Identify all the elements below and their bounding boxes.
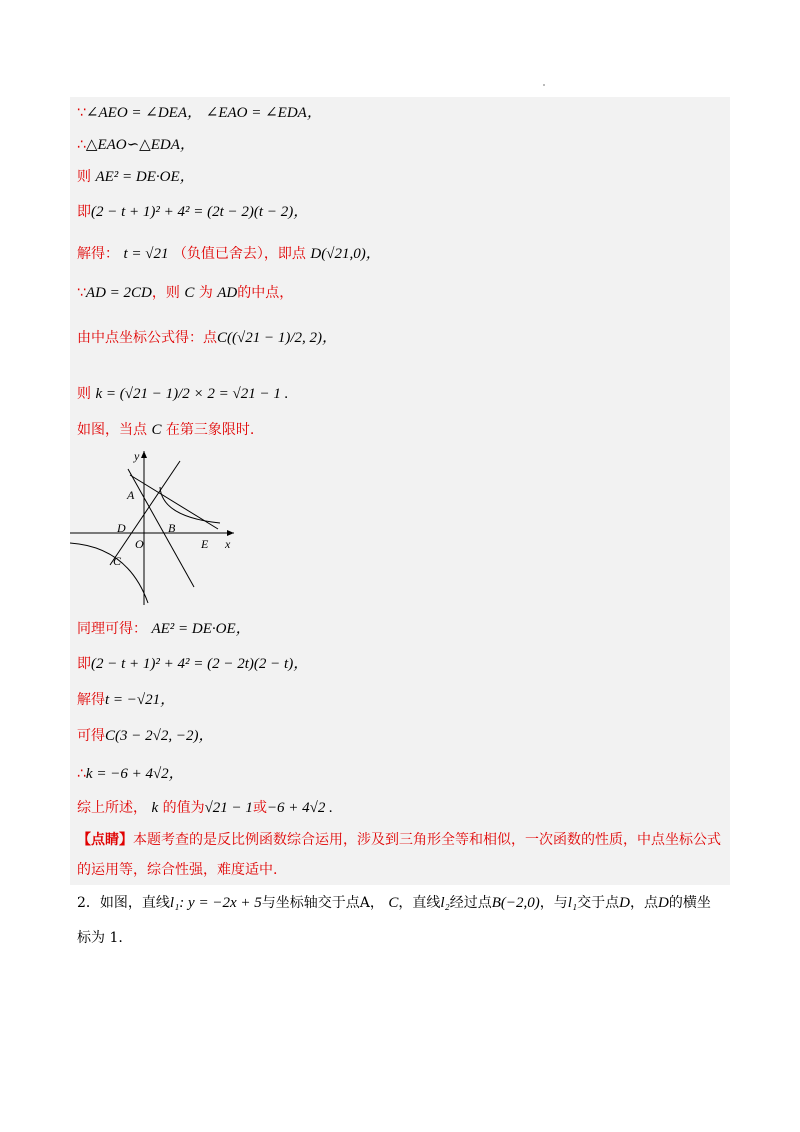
point-c-coords-2: C(3 − 2√2, −2)， [105, 728, 214, 744]
text-ze: 则 [77, 169, 91, 185]
ad-equals-2cd: AD = 2CD [85, 285, 152, 301]
point-c-coords: C((√21 − 1)/2, 2)， [217, 330, 338, 346]
point-a-label: A [127, 488, 135, 502]
q2-text-i: 的横坐 [668, 895, 711, 911]
solution-line-16 [77, 831, 721, 849]
solution-line-7 [77, 329, 337, 347]
point-d-label: D [117, 521, 126, 535]
y-axis-label: y [134, 449, 140, 463]
therefore-symbol-2: ∴ [77, 766, 86, 782]
text-ji-2: 即 [77, 656, 91, 672]
text-kede: 可得 [77, 728, 105, 744]
point-c-label-2: C [151, 422, 162, 438]
similar-triangles: △EAO∽△EDA， [85, 137, 195, 153]
text-ze-3: 则 [77, 386, 91, 402]
solution-line-17 [77, 861, 277, 879]
segment-ad: AD [217, 285, 238, 301]
solution-line-8 [77, 385, 288, 403]
x-axis-label: x [225, 537, 231, 551]
q2-text-d: ，直线 [398, 895, 441, 911]
comment-tag: 【点睛】 [77, 832, 133, 848]
point-c-fig-label: C [113, 554, 122, 568]
answer-2: −6 + 4√2 . [266, 800, 333, 816]
k-value-1: k = (√21 − 1)/2 × 2 = √21 − 1 . [95, 386, 289, 402]
equation-1: (2 − t + 1)² + 4² = (2t − 2)(t − 2)， [91, 204, 309, 220]
k-value-2: k = −6 + 4√2， [85, 766, 184, 782]
solution-line-13 [77, 727, 213, 745]
because-symbol: ∵ [77, 105, 86, 121]
ratio-equation: AE² = DE·OE， [95, 169, 195, 185]
q2-text-g: 交于点 [577, 895, 620, 911]
text-third-quadrant: 在第三象限时. [165, 422, 255, 438]
q2-text-h: ，点 [629, 895, 658, 911]
t-value-2: t = −√21， [105, 692, 176, 708]
negative-discarded-note: （负值已舍去），即点 [172, 246, 306, 262]
text-wei: 为 [198, 285, 213, 301]
page-speck [543, 84, 545, 86]
q2-line-l1: l₁: y = −2x + 5 [169, 895, 262, 911]
text-midpoint: 的中点， [237, 285, 294, 301]
origin-label: O [135, 537, 144, 551]
text-jiede-2: 解得 [77, 692, 105, 708]
q2-line-l2: l₂ [440, 895, 450, 911]
angle-equality: ∠AEO = ∠DEA， ∠EAO = ∠EDA， [85, 105, 322, 121]
text-as-figure: 如图，当点 [77, 422, 147, 438]
because-symbol-2: ∵ [77, 285, 86, 301]
solution-line-3 [77, 168, 195, 186]
q2-point-d: D [619, 895, 630, 911]
q2-text-f: ，与 [539, 895, 568, 911]
solution-line-1 [77, 104, 322, 122]
q2-point-c: C [388, 895, 399, 911]
point-c-label: C [184, 285, 195, 301]
solution-line-2 [77, 136, 195, 154]
comment-text-1: 本题考查的是反比例函数综合运用，涉及到三角形全等和相似，一次函数的性质，中点坐标公式 [133, 832, 721, 848]
point-e-label: E [201, 537, 209, 551]
coordinate-figure [70, 447, 245, 607]
text-ze-2: ，则 [151, 285, 180, 301]
q2-text-e: 经过点 [449, 895, 492, 911]
comment-text-2: 的运用等，综合性强，难度适中. [77, 862, 278, 878]
equation-2: (2 − t + 1)² + 4² = (2 − 2t)(2 − t)， [91, 656, 309, 672]
point-d: D(√21,0)， [310, 246, 381, 262]
solution-line-15 [77, 799, 333, 817]
ratio-equation-2: AE² = DE·OE， [151, 621, 251, 637]
text-jiede: 解得： [77, 246, 119, 262]
q2-line-l1-ref: l₁ [567, 895, 578, 911]
text-summary: 综上所述， [77, 800, 147, 816]
k-symbol: k [151, 800, 159, 816]
text-midpoint-formula: 由中点坐标公式得：点 [77, 330, 217, 346]
solution-line-12 [77, 691, 175, 709]
question-2-line-1 [77, 894, 711, 912]
point-b-label: B [168, 521, 176, 535]
solution-line-4 [77, 203, 308, 221]
therefore-symbol: ∴ [77, 137, 86, 153]
solution-line-14 [77, 765, 184, 783]
q2-intro: 2．如图，直线 [77, 895, 170, 911]
solution-line-9 [77, 421, 254, 439]
answer-1: √21 − 1 [204, 800, 253, 816]
q2-text-b: 与坐标轴交于点A， [261, 895, 384, 911]
text-or: 或 [252, 800, 267, 816]
question-2-line-2 [77, 929, 123, 947]
text-value-is: 的值为 [162, 800, 205, 816]
solution-line-5 [77, 245, 381, 263]
q2-point-b: B(−2,0) [491, 895, 540, 911]
q2-line-2-text: 标为 1. [77, 930, 123, 946]
t-value: t = √21 [123, 246, 169, 262]
text-ji: 即 [77, 204, 91, 220]
solution-line-6 [77, 284, 293, 302]
solution-line-11 [77, 655, 308, 673]
q2-point-d-2: D [657, 895, 669, 911]
text-similarly: 同理可得： [77, 621, 147, 637]
solution-line-10 [77, 620, 251, 638]
